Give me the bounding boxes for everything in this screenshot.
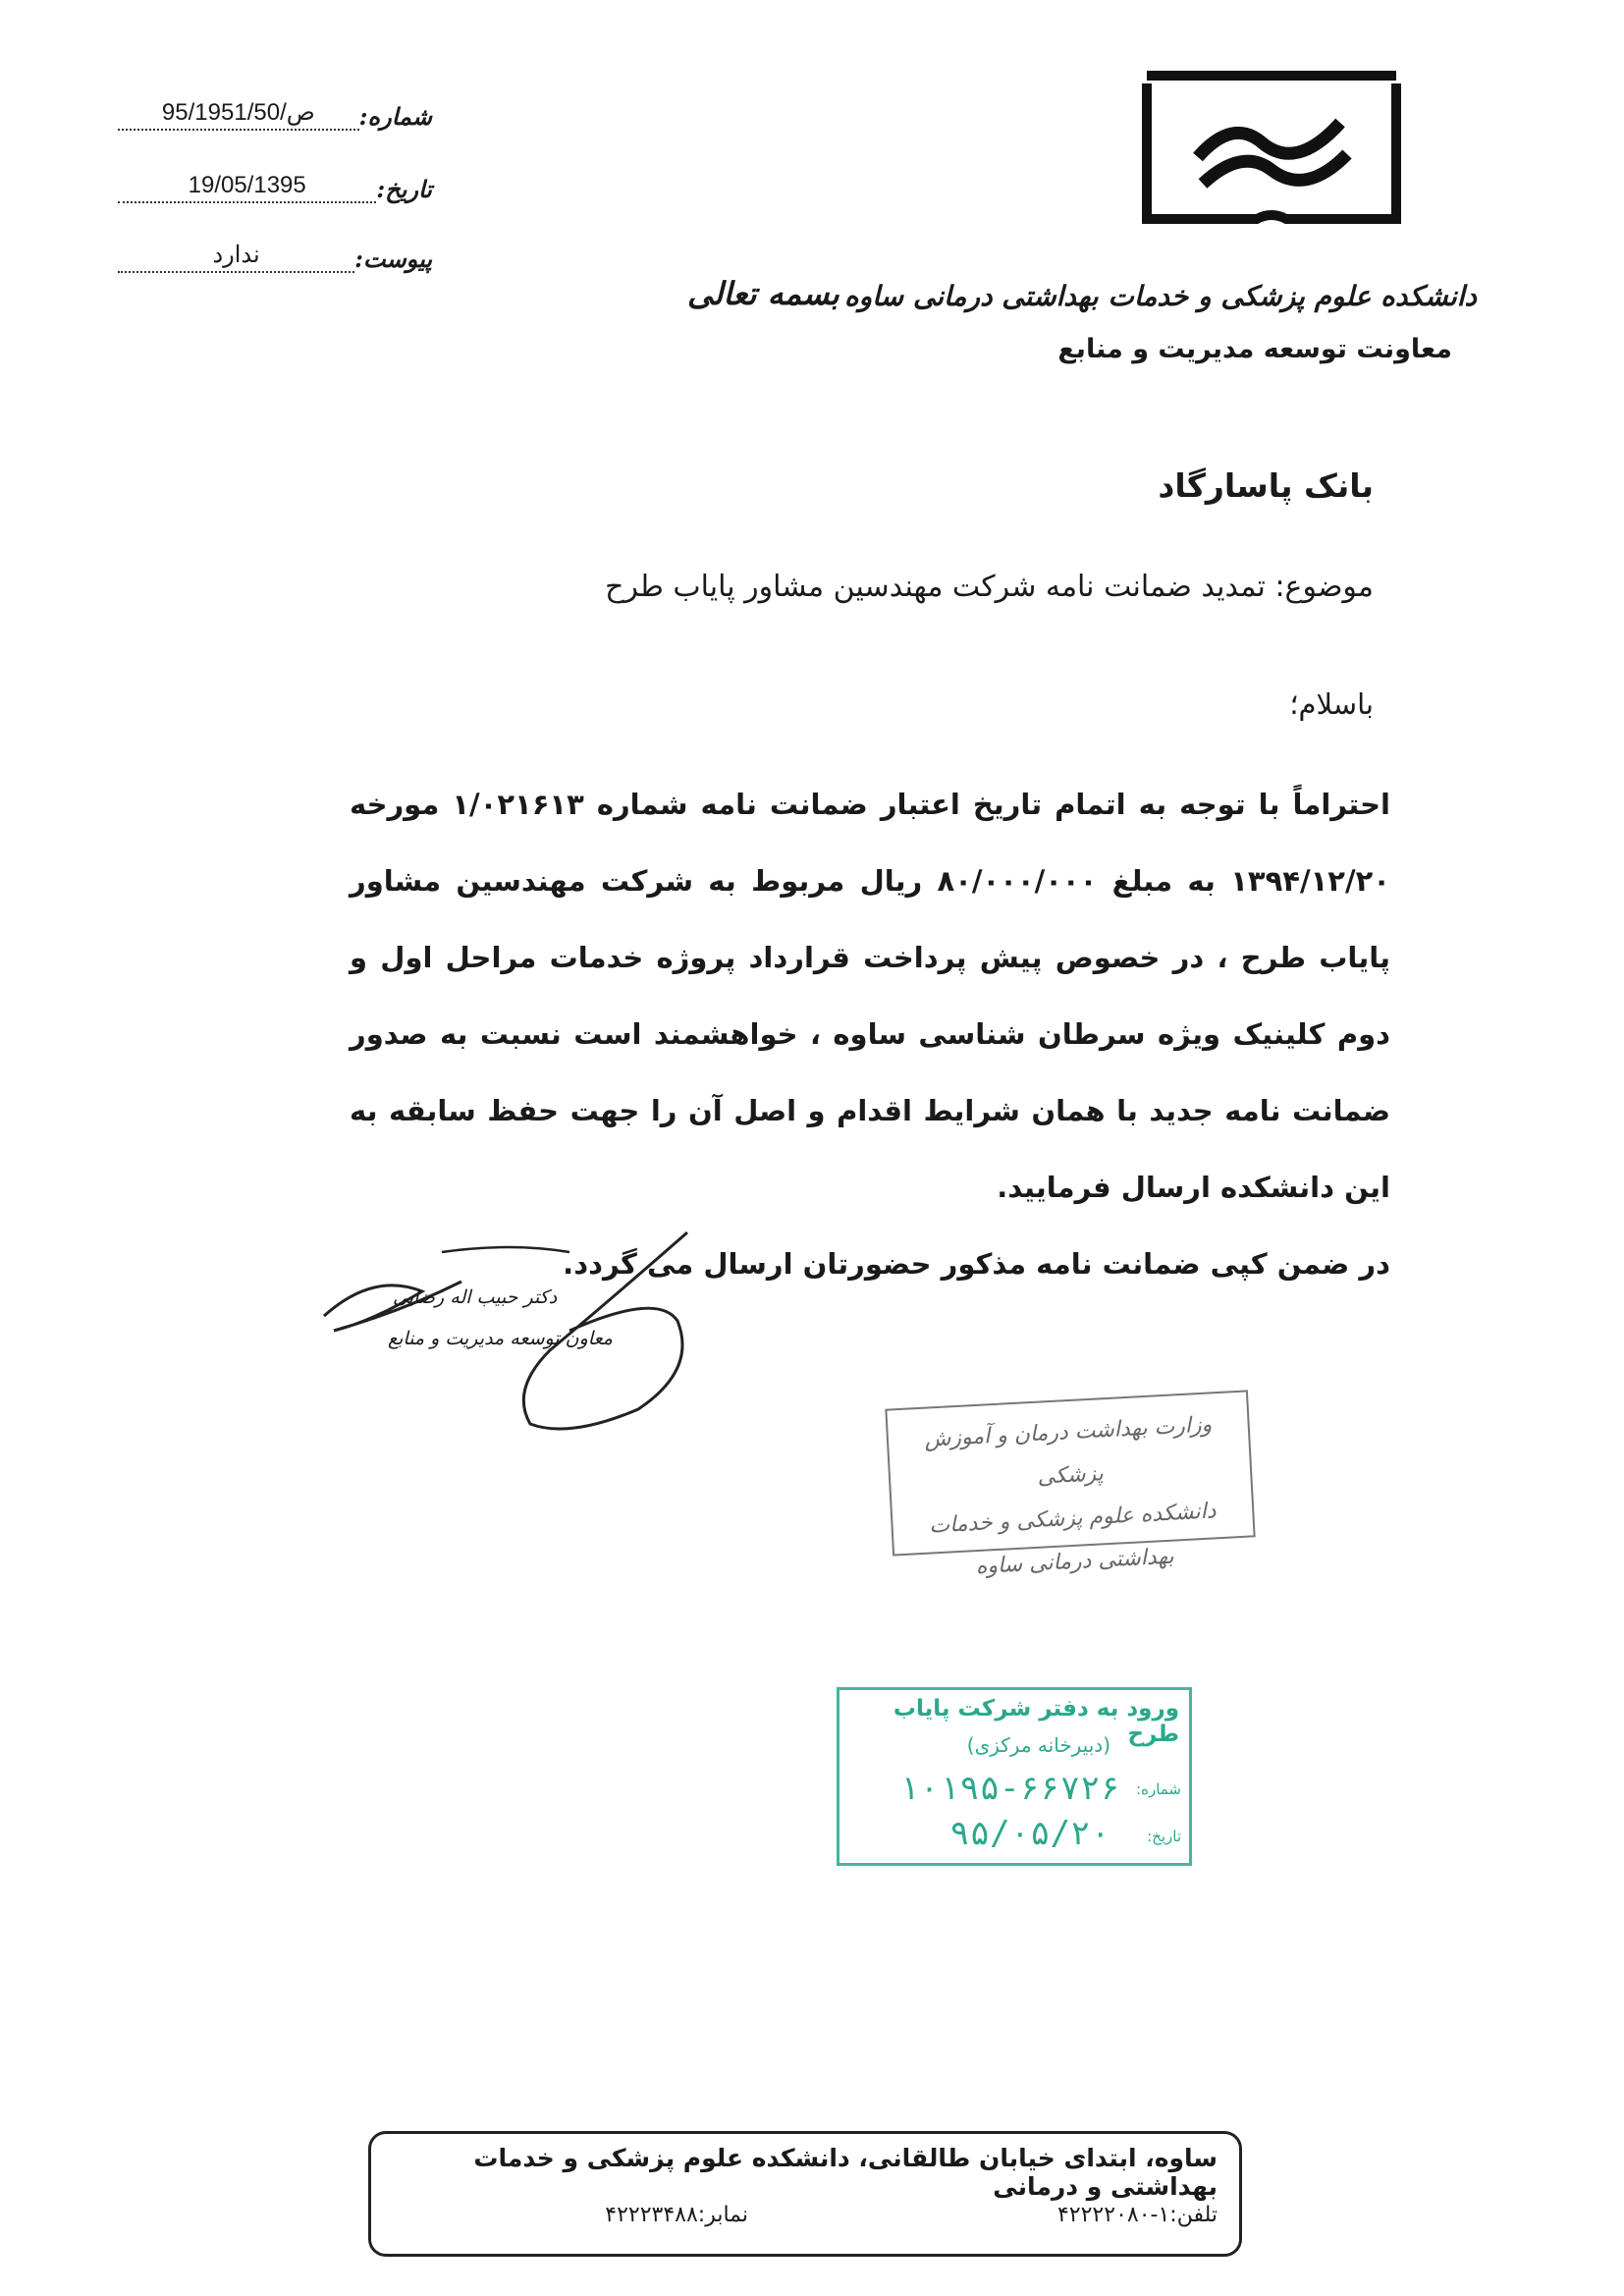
attachment-row xyxy=(118,241,432,273)
letter-date-label: تاریخ: xyxy=(376,175,432,203)
received-stamp-title: ورود به دفتر شرکت پایاب طرح xyxy=(893,1696,1179,1747)
letter-number-label: شماره: xyxy=(358,102,432,131)
received-stamp-number: ۱۰۱۹۵-۶۶۷۲۶ xyxy=(898,1769,1120,1808)
footer-contact-box xyxy=(368,2131,1242,2257)
ministry-stamp-line2: دانشکده علوم پزشکی و خدمات بهداشتی درمانی ساوه xyxy=(928,1499,1218,1580)
university-logo-icon xyxy=(1139,64,1404,231)
received-stamp xyxy=(837,1687,1192,1866)
greeting: باسلام؛ xyxy=(1289,687,1374,721)
letter-date-row xyxy=(118,172,432,203)
letter-number-value: 95/ص/1951/50 xyxy=(118,98,359,131)
signatory-name: دکتر حبیب اله رضایی xyxy=(393,1286,558,1308)
letter-number-row xyxy=(118,98,432,131)
body-paragraph-closing: در ضمن کپی ضمانت نامه مذکور حضورتان ارسال می گردد. xyxy=(563,1247,1390,1281)
footer-phone: تلفن:۱-۴۲۲۲۲۰۸۰ xyxy=(1056,2203,1218,2227)
ministry-stamp xyxy=(885,1390,1255,1580)
signatory-title: معاون توسعه مدیریت و منابع xyxy=(388,1328,613,1349)
received-stamp-date-label: تاریخ: xyxy=(1147,1828,1181,1845)
footer-fax: نمابر:۴۲۲۲۳۴۸۸ xyxy=(605,2203,748,2227)
received-stamp-subtitle: (دبیرخانه مرکزی) xyxy=(966,1733,1110,1757)
organization-name: دانشکده علوم پزشکی و خدمات بهداشتی درمانی ساوه xyxy=(843,280,1477,312)
basmala-heading: بسمه تعالی xyxy=(687,275,839,312)
attachment-label: پیوست: xyxy=(354,245,432,273)
received-stamp-date: ۹۵/۰۵/۲۰ xyxy=(949,1814,1110,1853)
footer-address: ساوه، ابتدای خیابان طالقانی، دانشکده علوم پزشکی و خدمات بهداشتی و درمانی xyxy=(473,2144,1218,2201)
letter-date-value: 19/05/1395 xyxy=(118,172,376,203)
subject-line: موضوع: تمدید ضمانت نامه شرکت مهندسین مشاور پایاب طرح xyxy=(605,570,1374,604)
received-stamp-number-label: شماره: xyxy=(1136,1780,1181,1798)
department-name: معاونت توسعه مدیریت و منابع xyxy=(1057,334,1452,364)
ministry-stamp-line1: وزارت بهداشت درمان و آموزش پزشکی xyxy=(923,1412,1213,1490)
body-paragraph: احتراماً با توجه به اتمام تاریخ اعتبار ضمانت نامه شماره ۱/۰۲۱۶۱۳ مورخه ۱۳۹۴/۱۲/۲۰ به مبلغ ۸۰/۰۰۰/۰۰۰ ریال مربوط به شرکت مهندسین مشاور پایاب طرح ، در خصوص پیش پرداخت قرارداد پروژه خدمات مراحل اول و دوم کلینیک ویژه سرطان شناسی ساوه ، خواهشمند است نسبت به صدور ضمانت نامه جدید با همان شرایط اقدام و اصل آن را جهت حفظ سابقه به این دانشکده ارسال فرمایید. xyxy=(350,788,1390,1204)
recipient: بانک پاسارگاد xyxy=(1158,466,1374,505)
attachment-value: ندارد xyxy=(118,241,354,273)
